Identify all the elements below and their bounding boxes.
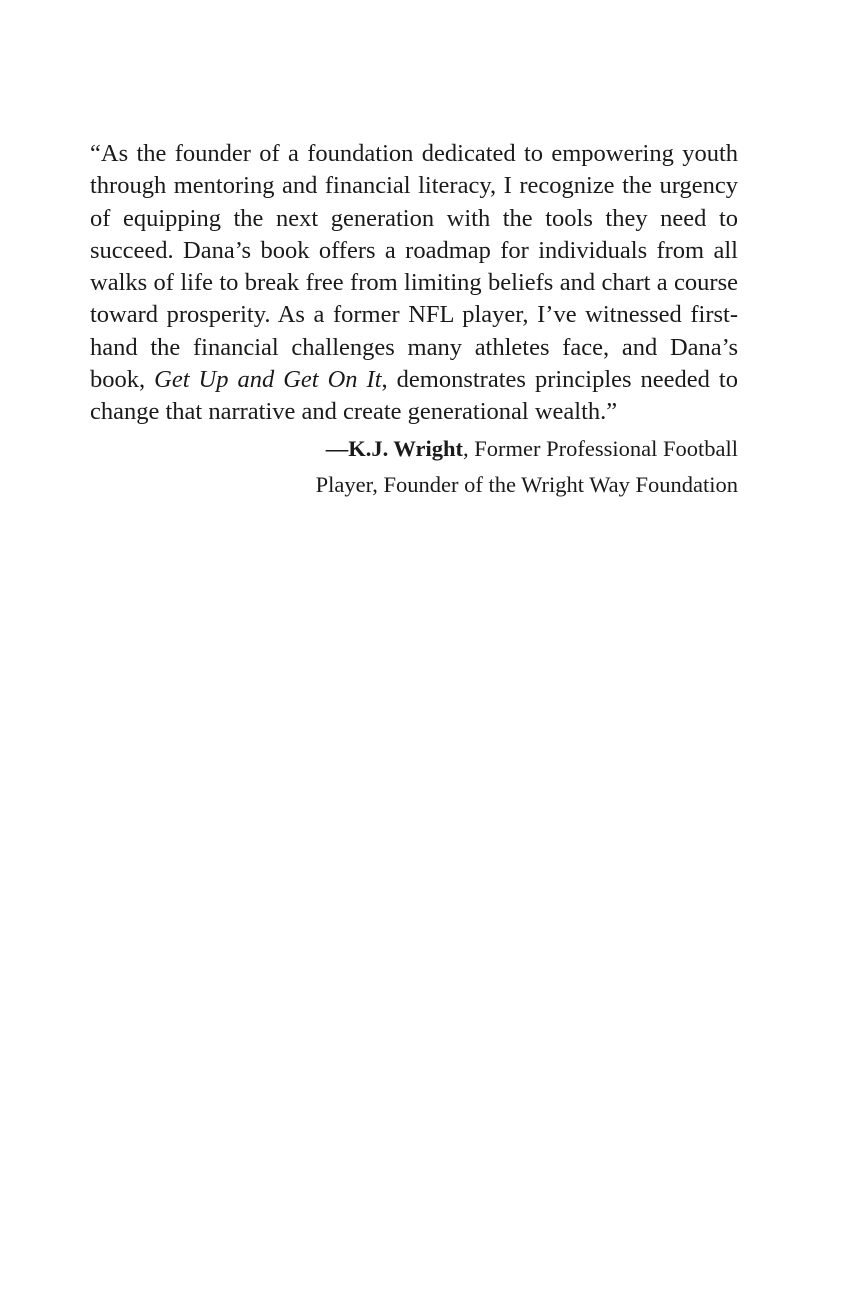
attribution-line-1 (90, 431, 738, 467)
author-title-line-1: , Former Professional Football (463, 435, 738, 461)
author-title-line-2: Player, Founder of the Wright Way Foundation (315, 471, 738, 497)
quote-text-start: “As the founder of a foundation dedicated to empowering youth through mentoring and financial literacy, I recognize the urgency of equipping the next generation with the tools they need to succeed. Dana’s book offers a roadmap for individuals from all walks of life to break free from limiting beliefs and chart a course toward prosperity. As a former NFL player, I’ve witnessed first-hand the financial challenges many athletes face, and Dana’s book, (90, 140, 738, 394)
quote-text-end: , demonstrates principles needed to change that narrative and create generational wealth.” (90, 366, 738, 426)
author-name: —K.J. Wright (325, 435, 464, 461)
endorsement-page (90, 138, 738, 503)
endorsement-attribution (90, 431, 738, 503)
endorsement-quote (90, 138, 738, 429)
book-title: Get Up and Get On It (154, 366, 382, 394)
